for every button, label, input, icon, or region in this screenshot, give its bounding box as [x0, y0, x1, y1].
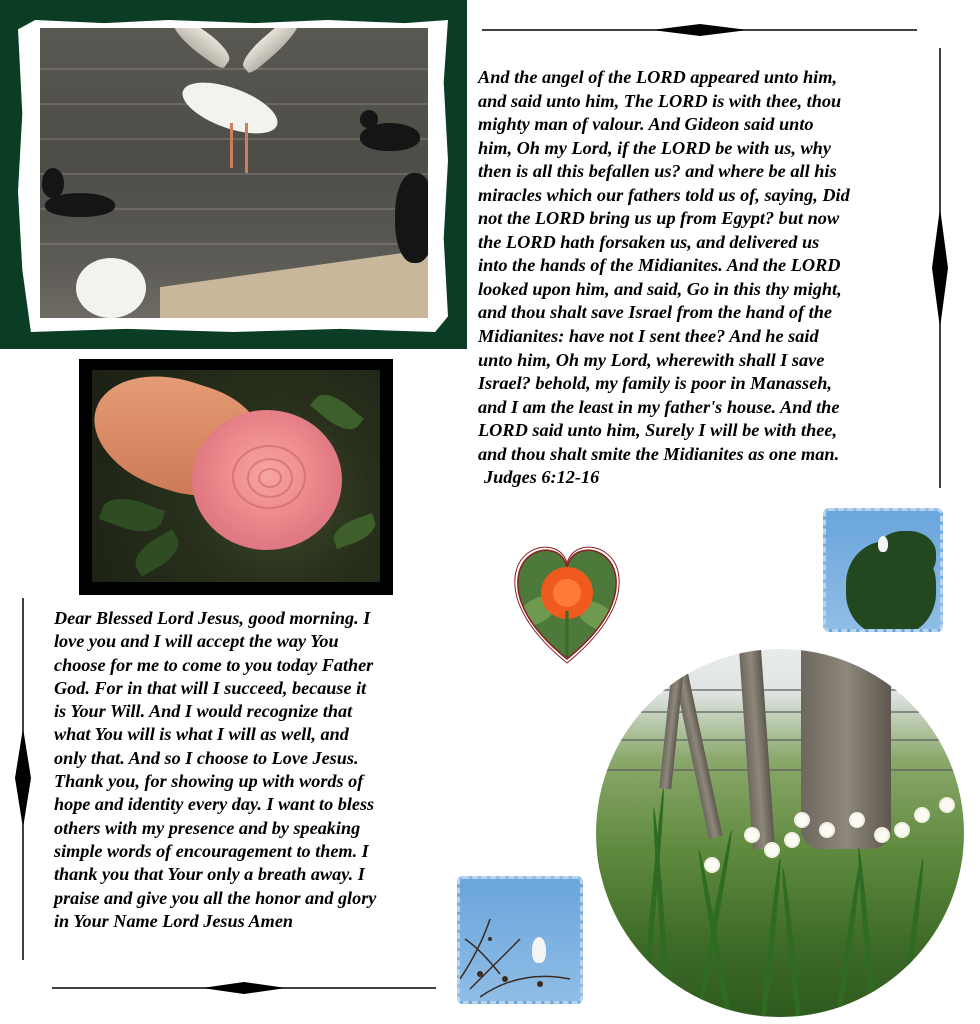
scripture-line: looked upon him, and said, Go in this thy might,: [478, 278, 842, 299]
prayer-line: choose for me to come to you today Father: [54, 654, 374, 675]
scripture-line: and thou shalt save Israel from the hand of the: [478, 302, 833, 323]
prayer-line: hope and identity every day. I want to bless: [54, 794, 375, 815]
top-ornament-line: [482, 24, 917, 36]
scripture-line: not the LORD bring us up from Egypt? but now: [478, 208, 840, 229]
scripture-line: unto him, Oh my Lord, wherewith shall I save: [478, 349, 825, 370]
left-vertical-ornament: [15, 598, 31, 960]
scripture-line: and thou shalt smite the Midianites as one man.: [478, 443, 840, 464]
prayer-line: is Your Will. And I would recognize that: [54, 701, 353, 722]
prayer-line: God. For in that will I succeed, because it: [54, 677, 367, 698]
scripture-line: then is all this befallen us? and where be all his: [478, 161, 837, 182]
prayer-line: Dear Blessed Lord Jesus, good morning. I: [54, 608, 371, 628]
prayer-line: thank you that Your only a breath away. I: [54, 864, 365, 885]
garden-circle-photo: [596, 649, 964, 1017]
bottom-ornament-line: [52, 982, 436, 994]
scripture-line: miracles which our fathers told us of, saying, Did: [478, 184, 850, 205]
prayer-line: love you and I will accept the way You: [54, 631, 339, 652]
right-vertical-ornament: [932, 48, 948, 488]
heart-photo: [512, 541, 622, 667]
scripture-line: Israel? behold, my family is poor in Manasseh,: [478, 373, 832, 394]
prayer-line: simple words of encouragement to them. I: [54, 840, 369, 861]
prayer-line: Thank you, for showing up with words of: [54, 771, 364, 792]
prayer-text: [54, 607, 434, 933]
scripture-reference: Judges 6:12-16: [484, 467, 600, 488]
prayer-line: what You will is what I will as well, and: [54, 724, 349, 745]
scripture-line: into the hands of the Midianites. And the LORD: [478, 255, 841, 276]
egret-tree-photo: [823, 508, 943, 632]
scripture-line: Midianites: have not I sent thee? And he said: [478, 326, 819, 347]
egret-branch-photo: [457, 876, 583, 1004]
gull-photo: [40, 28, 428, 318]
prayer-line: praise and give you all the honor and glory: [54, 887, 377, 908]
scripture-line: and said unto him, The LORD is with thee, thou: [478, 90, 842, 111]
rose-photo: [92, 370, 380, 582]
scripture-line: the LORD hath forsaken us, and delivered us: [478, 231, 820, 252]
scripture-line: him, Oh my Lord, if the LORD be with us, why: [478, 137, 831, 158]
scripture-line: And the angel of the LORD appeared unto him,: [478, 67, 838, 87]
scripture-line: mighty man of valour. And Gideon said unto: [478, 114, 814, 135]
scripture-text: [478, 66, 918, 490]
scripture-line: and I am the least in my father's house. And the: [478, 396, 840, 417]
prayer-line: others with my presence and by speaking: [54, 817, 361, 838]
prayer-line: only that. And so I choose to Love Jesus.: [54, 747, 359, 768]
prayer-line: in Your Name Lord Jesus Amen: [54, 910, 294, 931]
scripture-line: LORD said unto him, Surely I will be with thee,: [478, 420, 838, 441]
